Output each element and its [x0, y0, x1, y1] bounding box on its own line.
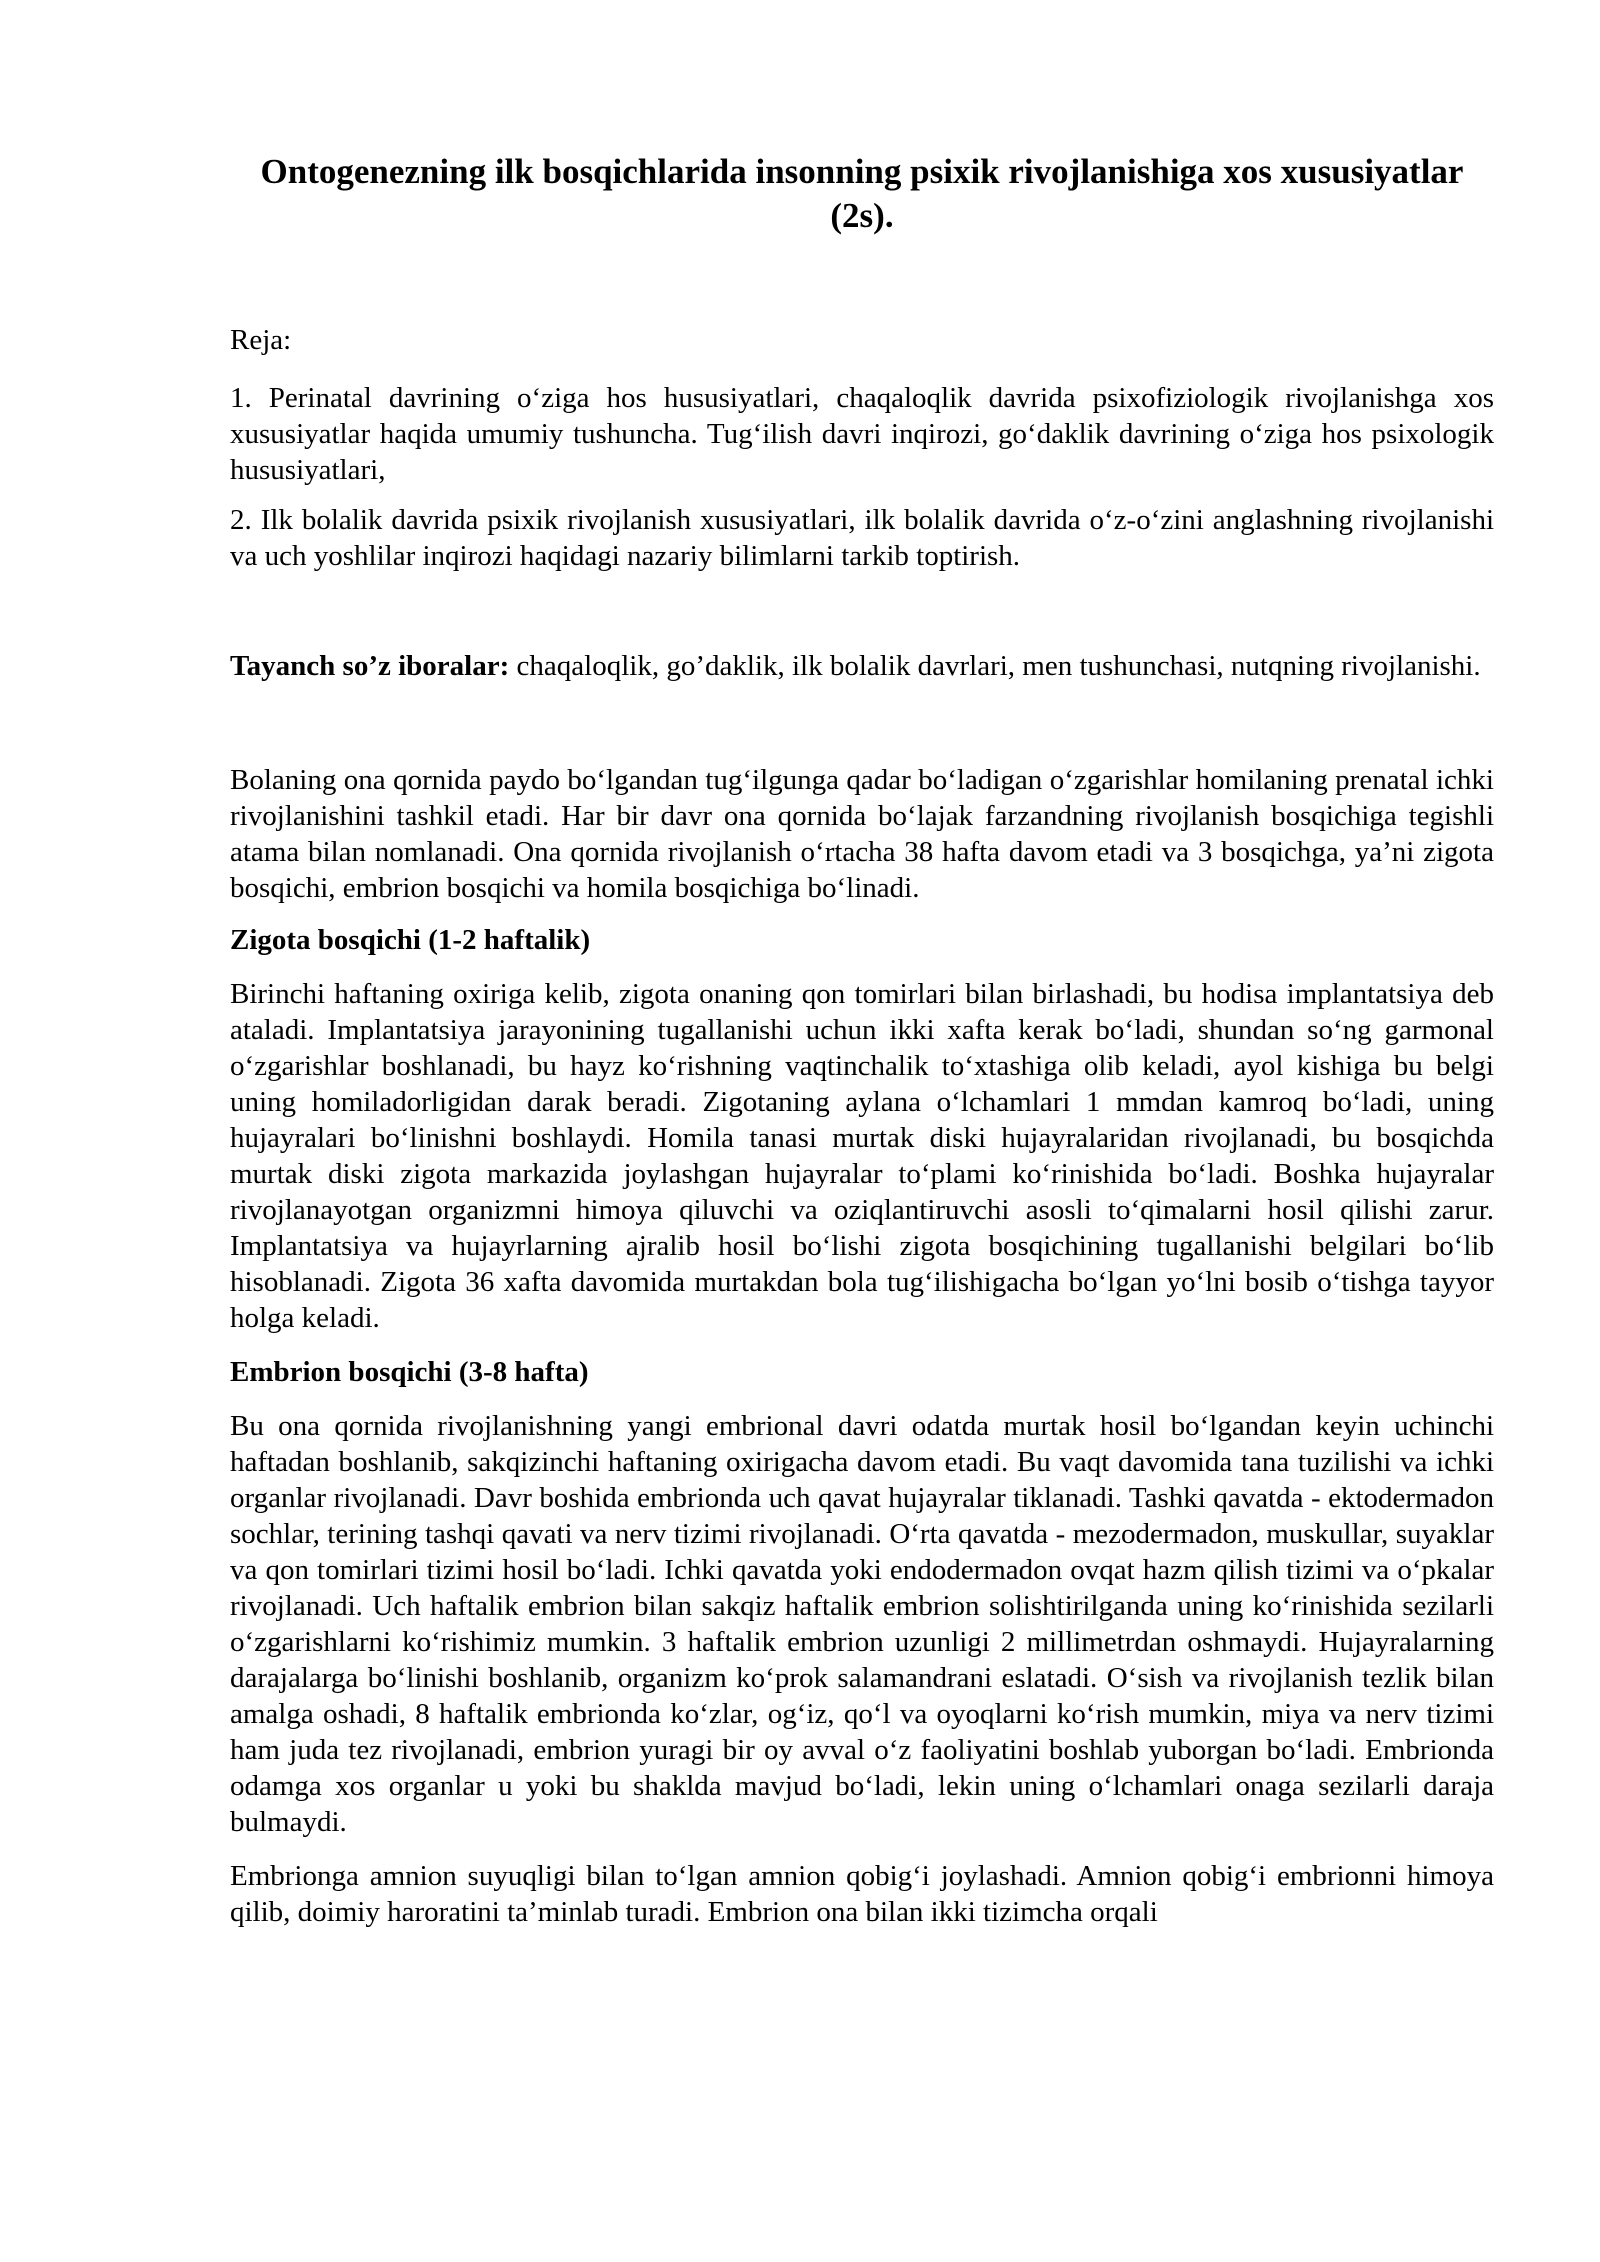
document-title: Ontogenezning ilk bosqichlarida insonning psixik rivojlanishiga xos xususiyatlar (2s).	[260, 152, 1464, 235]
plan-item-1: 1. Perinatal davrining o‘ziga hos hususiyatlari, chaqaloqlik davrida psixofiziologik rivojlanishga xos xususiyatlar haqida umumiy tushuncha. Tug‘ilish davri inqirozi, go‘daklik davrining o‘ziga hos psixologik hususiyatlari,	[230, 382, 1494, 486]
zigota-paragraph: Birinchi haftaning oxiriga kelib, zigota onaning qon tomirlari bilan birlashadi, bu hodisa implantatsiya deb ataladi. Implantatsiya jarayonining tugallanishi uchun ikki xafta kerak bo‘ladi, shundan so‘ng garmonal o‘zgarishlar boshlanadi, bu hayz ko‘rishning vaqtinchalik to‘xtashiga olib keladi, ayol kishiga bu belgi uning homiladorligidan darak beradi. Zigotaning aylana o‘lchamlari 1 mmdan kamroq bo‘ladi, uning hujayralari bo‘linishni boshlaydi. Homila tanasi murtak diski hujayralaridan rivojlanadi, bu bosqichda murtak diski zigota markazida joylashgan hujayralar to‘plami ko‘rinishida bo‘ladi. Boshka hujayralar rivojlanayotgan organizmni himoya qiluvchi va oziqlantiruvchi asosli to‘qimalarni hosil qilishi zarur. Implantatsiya va hujayrlarning ajralib hosil bo‘lishi zigota bosqichining tugallanishi belgilari bo‘lib hisoblanadi. Zigota 36 xafta davomida murtakdan bola tug‘ilishigacha bo‘lgan yo‘lni bosib o‘tishga tayyor holga keladi.	[230, 978, 1494, 1334]
keywords-text: chaqaloqlik, go’daklik, ilk bolalik davrlari, men tushunchasi, nutqning rivojlanishi.	[509, 650, 1481, 682]
embrion-paragraph-1: Bu ona qornida rivojlanishning yangi embrional davri odatda murtak hosil bo‘lgandan keyin uchinchi haftadan boshlanib, sakqizinchi haftaning oxirigacha davom etadi. Bu vaqt davomida tana tuzilishi va ichki organlar rivojlanadi. Davr boshida embrionda uch qavat hujayralar tiklanadi. Tashki qavatda - ektodermadon sochlar, terining tashqi qavati va nerv tizimi rivojlanadi. O‘rta qavatda - mezodermadon, muskullar, suyaklar va qon tomirlari tizimi hosil bo‘ladi. Ichki qavatda yoki endodermadon ovqat hazm qilish tizimi va o‘pkalar rivojlanadi. Uch haftalik embrion bilan sakqiz haftalik embrion solishtirilganda uning ko‘rinishida sezilarli o‘zgarishlarni ko‘rishimiz mumkin. 3 haftalik embrion uzunligi 2 millimetrdan oshmaydi. Hujayralarning darajalarga bo‘linishi boshlanib, organizm ko‘prok salamandrani eslatadi. O‘sish va rivojlanish tezlik bilan amalga oshadi, 8 haftalik embrionda ko‘zlar, og‘iz, qo‘l va oyoqlarni ko‘rish mumkin, miya va nerv tizimi ham juda tez rivojlanadi, embrion yuragi bir oy avval o‘z faoliyatini boshlab yuborgan bo‘ladi. Embrionda odamga xos organlar u yoki bu shaklda mavjud bo‘ladi, lekin uning o‘lchamlari onaga sezilarli daraja bulmaydi.	[230, 1410, 1494, 1838]
keywords-label: Tayanch so’z iboralar:	[230, 650, 510, 682]
plan-label: Reja:	[230, 324, 292, 356]
plan-item-2: 2. Ilk bolalik davrida psixik rivojlanish xususiyatlari, ilk bolalik davrida o‘z-o‘zini anglashning rivojlanishi va uch yoshlilar inqirozi haqidagi nazariy bilimlarni tarkib toptirish.	[230, 504, 1494, 572]
embrion-paragraph-2: Embrionga amnion suyuqligi bilan to‘lgan amnion qobig‘i joylashadi. Amnion qobig‘i embrionni himoya qilib, doimiy haroratini ta’minlab turadi. Embrion ona bilan ikki tizimcha orqali	[230, 1860, 1494, 1928]
document-page	[230, 150, 1494, 1948]
section-heading-embrion: Embrion bosqichi (3-8 hafta)	[230, 1356, 589, 1388]
section-heading-zigota: Zigota bosqichi (1-2 haftalik)	[230, 924, 591, 956]
keywords-paragraph	[230, 648, 1494, 684]
intro-paragraph: Bolaning ona qornida paydo bo‘lgandan tug‘ilgunga qadar bo‘ladigan o‘zgarishlar homilaning prenatal ichki rivojlanishini tashkil etadi. Har bir davr ona qornida bo‘lajak farzandning rivojlanish bosqichiga tegishli atama bilan nomlanadi. Ona qornida rivojlanish o‘rtacha 38 hafta davom etadi va 3 bosqichga, ya’ni zigota bosqichi, embrion bosqichi va homila bosqichiga bo‘linadi.	[230, 764, 1494, 904]
